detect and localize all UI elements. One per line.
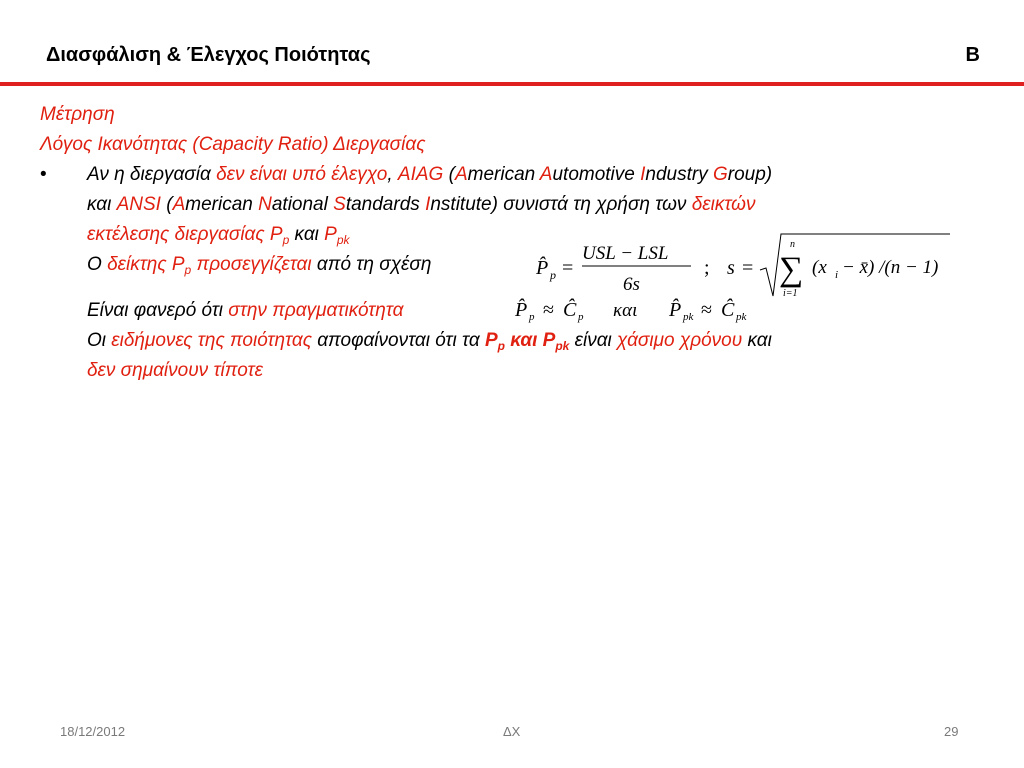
- text: Ο: [87, 254, 108, 275]
- highlight: και P: [505, 330, 556, 351]
- highlight: AIAG: [397, 164, 444, 185]
- sum-body-subscript: i: [835, 269, 839, 281]
- text-line-7: δεν σημαίνουν τίποτε: [87, 360, 263, 381]
- text: (: [443, 164, 455, 185]
- bullet-marker: •: [40, 164, 47, 185]
- highlight: G: [713, 164, 728, 185]
- text: merican: [467, 164, 540, 185]
- slide-title: Διασφάλιση & Έλεγχος Ποιότητας: [46, 44, 371, 66]
- highlight: P: [324, 224, 337, 245]
- highlight: S: [333, 194, 346, 215]
- highlight: A: [172, 194, 186, 215]
- highlight: δεν είναι υπό έλεγχο: [216, 164, 388, 185]
- header-rule: [0, 82, 1024, 86]
- text: αποφαίνονται ότι τα: [311, 330, 485, 351]
- ppk-symbol: P̂: [669, 299, 682, 321]
- highlight: N: [258, 194, 272, 215]
- bullet-paragraph: [40, 160, 990, 386]
- pp-symbol: P̂: [515, 299, 528, 321]
- highlight: ANSI: [116, 194, 161, 215]
- text: και: [289, 224, 325, 245]
- s-symbol: s: [727, 257, 735, 279]
- highlight: I: [640, 164, 646, 185]
- slide-content: [40, 100, 990, 386]
- text: nstitute) συνιστά τη χρήση των: [430, 194, 692, 215]
- cpk-symbol: Ĉ: [721, 299, 735, 321]
- highlight: προσεγγίζεται: [191, 254, 312, 275]
- text: Είναι φανερό ότι: [87, 300, 229, 321]
- highlight: δεικτών: [691, 194, 756, 215]
- highlight: A: [539, 164, 553, 185]
- highlight: στην πραγματικότητα: [228, 300, 404, 321]
- text-line-6: [40, 326, 990, 356]
- highlight: δείκτης P: [107, 254, 185, 275]
- highlight: A: [454, 164, 468, 185]
- section-label: B: [965, 44, 980, 66]
- numerator: USL − LSL: [582, 243, 669, 264]
- text: ndustry: [645, 164, 713, 185]
- footer-author: ΔΧ: [503, 724, 521, 739]
- highlight: ειδήμονες της ποιότητας: [111, 330, 312, 351]
- subscript: pk: [555, 339, 570, 353]
- text: utomotive: [552, 164, 641, 185]
- text-line-2: [40, 190, 990, 220]
- footer-date: 18/12/2012: [60, 724, 126, 739]
- highlight: εκτέλεσης διεργασίας P: [87, 224, 283, 245]
- text: Αν η διεργασία: [87, 164, 217, 185]
- text: ,: [387, 164, 398, 185]
- highlight: P: [484, 330, 498, 351]
- ppk-subscript: pk: [683, 311, 694, 323]
- approx-sign: ≈: [701, 299, 712, 321]
- subscript: p: [184, 263, 192, 277]
- cpk-subscript: pk: [736, 311, 747, 323]
- highlight: I: [425, 194, 431, 215]
- sum-body-rest: − x̄) /(n − 1): [842, 257, 939, 278]
- cp-symbol: Ĉ: [563, 299, 577, 321]
- sum-upper-limit: n: [790, 239, 795, 250]
- text: από τη σχέση: [311, 254, 432, 275]
- subscript: pk: [336, 233, 350, 247]
- text: ational: [271, 194, 334, 215]
- text: Οι: [87, 330, 112, 351]
- semicolon: ;: [704, 257, 710, 279]
- heading-measurement: Μέτρηση: [40, 104, 115, 125]
- subscript: p: [497, 339, 506, 353]
- equals-sign: =: [742, 257, 754, 279]
- text: merican: [185, 194, 259, 215]
- sum-sign: ∑: [779, 251, 804, 288]
- text-line-1: [40, 160, 990, 190]
- pp-subscript: p: [550, 268, 556, 282]
- kai-word: και: [613, 300, 638, 321]
- text: roup): [727, 164, 773, 185]
- subscript: p: [282, 233, 290, 247]
- slide-number: 29: [944, 724, 959, 739]
- sum-body: (x: [812, 257, 827, 278]
- heading-capacity-ratio: Λόγος Ικανότητας (Capacity Ratio) Διεργασίας: [40, 134, 426, 155]
- highlight: χάσιμο χρόνου: [617, 330, 743, 351]
- text: tandards: [345, 194, 426, 215]
- text: (: [160, 194, 173, 215]
- text: και: [742, 330, 772, 351]
- approx-sign: ≈: [543, 299, 554, 321]
- formula-approximations: [515, 288, 775, 328]
- denominator: 6s: [623, 274, 640, 295]
- text: είναι: [569, 330, 618, 351]
- text-line-5: [40, 296, 990, 326]
- equals-sign: =: [562, 257, 574, 279]
- pp-subscript: p: [529, 311, 535, 323]
- sum-lower-limit: i=1: [783, 288, 798, 299]
- text: και: [87, 194, 117, 215]
- cp-subscript: p: [578, 311, 584, 323]
- pp-symbol: P̂: [536, 257, 549, 279]
